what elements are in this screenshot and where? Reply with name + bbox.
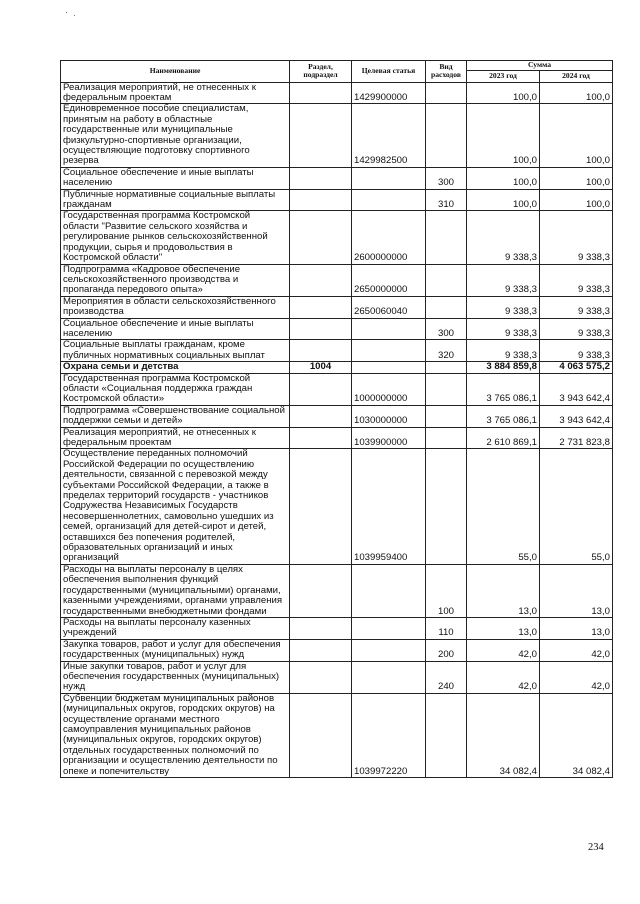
row-target-article: 1039959400 — [352, 449, 426, 564]
table-header — [61, 61, 613, 83]
header-year-2024: 2024 год — [540, 70, 613, 82]
scan-speck — [74, 15, 75, 16]
row-name: Единовременное пособие специалистам, принятым на работу в областные государственные или муниципальные физкультурно-спортивные организации, осуществляющие подготовку спортивного резерва — [61, 104, 290, 167]
row-section: 1004 — [290, 362, 352, 373]
table-row — [61, 104, 613, 167]
row-name: Социальное обеспечение и иные выплаты населению — [61, 167, 290, 189]
scan-speck — [66, 12, 67, 13]
row-target-article: 1030000000 — [352, 405, 426, 427]
row-sum-2024: 9 338,3 — [540, 296, 613, 318]
row-name: Субвенции бюджетам муниципальных районов (муниципальных округов, городских округов) на осуществление органами местного самоуправления муниципальных районов (муниципальных округов, городских округов) отдельных государственных полномочий по организации и осуществлению деятельности по опеке и попечительству — [61, 693, 290, 777]
row-target-article — [352, 318, 426, 340]
row-sum-2024: 34 082,4 — [540, 693, 613, 777]
row-name: Публичные нормативные социальные выплаты гражданам — [61, 189, 290, 211]
row-target-article: 2600000000 — [352, 211, 426, 264]
row-section — [290, 211, 352, 264]
row-expense-type: 240 — [426, 661, 467, 693]
table-row — [61, 449, 613, 564]
row-sum-2023: 3 765 086,1 — [467, 405, 540, 427]
row-target-article: 1039900000 — [352, 427, 426, 449]
row-expense-type — [426, 264, 467, 296]
row-sum-2024: 3 943 642,4 — [540, 405, 613, 427]
row-sum-2023: 55,0 — [467, 449, 540, 564]
row-sum-2024: 9 338,3 — [540, 340, 613, 362]
table-row — [61, 661, 613, 693]
row-target-article — [352, 340, 426, 362]
row-target-article — [352, 617, 426, 639]
row-section — [290, 639, 352, 661]
row-sum-2023: 42,0 — [467, 661, 540, 693]
row-section — [290, 564, 352, 617]
budget-table — [60, 60, 613, 778]
row-expense-type: 200 — [426, 639, 467, 661]
row-expense-type — [426, 405, 467, 427]
row-section — [290, 189, 352, 211]
table-row — [61, 427, 613, 449]
row-sum-2023: 3 765 086,1 — [467, 373, 540, 405]
row-sum-2023: 3 884 859,8 — [467, 362, 540, 373]
header-section: Раздел, подраздел — [290, 61, 352, 83]
row-section — [290, 104, 352, 167]
table-row — [61, 564, 613, 617]
row-expense-type — [426, 449, 467, 564]
row-target-article: 1429900000 — [352, 82, 426, 104]
row-section — [290, 318, 352, 340]
row-sum-2024: 9 338,3 — [540, 211, 613, 264]
table-row — [61, 639, 613, 661]
row-name: Государственная программа Костромской области "Развитие сельского хозяйства и регулирование рынков сельскохозяйственной продукции, сырья и продовольствия в Костромской области" — [61, 211, 290, 264]
header-vid: Вид расходов — [426, 61, 467, 83]
row-name: Мероприятия в области сельскохозяйственного производства — [61, 296, 290, 318]
row-sum-2023: 2 610 869,1 — [467, 427, 540, 449]
row-sum-2023: 9 338,3 — [467, 211, 540, 264]
table-row — [61, 405, 613, 427]
row-sum-2023: 13,0 — [467, 564, 540, 617]
row-sum-2023: 42,0 — [467, 639, 540, 661]
row-sum-2024: 4 063 575,2 — [540, 362, 613, 373]
row-expense-type — [426, 211, 467, 264]
row-name: Расходы на выплаты персоналу казенных учреждений — [61, 617, 290, 639]
row-sum-2024: 13,0 — [540, 617, 613, 639]
header-name: Наименование — [61, 61, 290, 83]
row-target-article — [352, 564, 426, 617]
row-name: Охрана семьи и детства — [61, 362, 290, 373]
row-expense-type: 300 — [426, 318, 467, 340]
row-section — [290, 340, 352, 362]
table-row — [61, 167, 613, 189]
row-section — [290, 296, 352, 318]
row-expense-type — [426, 82, 467, 104]
row-expense-type: 110 — [426, 617, 467, 639]
row-section — [290, 264, 352, 296]
row-name: Государственная программа Костромской области «Социальная поддержка граждан Костромской области» — [61, 373, 290, 405]
row-sum-2024: 2 731 823,8 — [540, 427, 613, 449]
row-target-article: 2650060040 — [352, 296, 426, 318]
table-row — [61, 617, 613, 639]
table-row — [61, 296, 613, 318]
row-sum-2024: 100,0 — [540, 82, 613, 104]
row-sum-2023: 9 338,3 — [467, 340, 540, 362]
row-expense-type: 100 — [426, 564, 467, 617]
row-expense-type — [426, 104, 467, 167]
row-section — [290, 82, 352, 104]
table-row — [61, 362, 613, 373]
row-expense-type — [426, 296, 467, 318]
row-expense-type: 320 — [426, 340, 467, 362]
row-sum-2024: 100,0 — [540, 104, 613, 167]
row-sum-2024: 9 338,3 — [540, 318, 613, 340]
row-sum-2023: 9 338,3 — [467, 318, 540, 340]
row-sum-2023: 100,0 — [467, 104, 540, 167]
row-expense-type — [426, 362, 467, 373]
row-sum-2024: 100,0 — [540, 167, 613, 189]
row-name: Реализация мероприятий, не отнесенных к федеральным проектам — [61, 427, 290, 449]
header-year-2023: 2023 год — [467, 70, 540, 82]
row-section — [290, 693, 352, 777]
row-name: Расходы на выплаты персоналу в целях обеспечения выполнения функций государственными (муниципальными) органами, казенными учреждениями, органами управления государственными внебюджетными фондами — [61, 564, 290, 617]
row-expense-type — [426, 693, 467, 777]
row-sum-2023: 100,0 — [467, 189, 540, 211]
row-target-article: 2650000000 — [352, 264, 426, 296]
row-section — [290, 617, 352, 639]
row-expense-type — [426, 427, 467, 449]
row-section — [290, 373, 352, 405]
row-section — [290, 167, 352, 189]
row-sum-2024: 9 338,3 — [540, 264, 613, 296]
table-row — [61, 189, 613, 211]
row-name: Социальное обеспечение и иные выплаты населению — [61, 318, 290, 340]
header-target: Целевая статья — [352, 61, 426, 83]
row-name: Подпрограмма «Совершенствование социальной поддержки семьи и детей» — [61, 405, 290, 427]
row-sum-2023: 9 338,3 — [467, 264, 540, 296]
table-row — [61, 340, 613, 362]
row-target-article — [352, 362, 426, 373]
table-row — [61, 264, 613, 296]
row-sum-2023: 100,0 — [467, 167, 540, 189]
row-sum-2024: 42,0 — [540, 661, 613, 693]
row-target-article: 1039972220 — [352, 693, 426, 777]
row-sum-2023: 100,0 — [467, 82, 540, 104]
row-sum-2024: 3 943 642,4 — [540, 373, 613, 405]
row-name: Социальные выплаты гражданам, кроме публичных нормативных социальных выплат — [61, 340, 290, 362]
table-row — [61, 693, 613, 777]
row-sum-2023: 13,0 — [467, 617, 540, 639]
row-target-article: 1000000000 — [352, 373, 426, 405]
row-expense-type: 310 — [426, 189, 467, 211]
row-sum-2024: 55,0 — [540, 449, 613, 564]
row-target-article — [352, 167, 426, 189]
row-sum-2024: 42,0 — [540, 639, 613, 661]
row-target-article — [352, 661, 426, 693]
table-row — [61, 373, 613, 405]
row-sum-2023: 9 338,3 — [467, 296, 540, 318]
row-name: Осуществление переданных полномочий Российской Федерации по осуществлению деятельности, связанной с перевозкой между субъектами Российской Федерации, а также в пределах территорий государств - участников Содружества Независимых Государств несовершеннолетних, самовольно ушедших из семей, организаций для детей-сирот и детей, оставшихся без попечения родителей, образовательных организаций и иных организаций — [61, 449, 290, 564]
table-row — [61, 82, 613, 104]
row-section — [290, 661, 352, 693]
row-expense-type — [426, 373, 467, 405]
row-sum-2024: 100,0 — [540, 189, 613, 211]
table-body — [61, 82, 613, 777]
row-name: Реализация мероприятий, не отнесенных к федеральным проектам — [61, 82, 290, 104]
row-sum-2023: 34 082,4 — [467, 693, 540, 777]
row-section — [290, 405, 352, 427]
row-section — [290, 427, 352, 449]
table-row — [61, 318, 613, 340]
table-row — [61, 211, 613, 264]
page-number: 234 — [588, 842, 604, 853]
row-section — [290, 449, 352, 564]
row-target-article — [352, 639, 426, 661]
row-name: Подпрограмма «Кадровое обеспечение сельскохозяйственного производства и пропаганда передового опыта» — [61, 264, 290, 296]
row-target-article: 1429982500 — [352, 104, 426, 167]
row-name: Иные закупки товаров, работ и услуг для обеспечения государственных (муниципальных) нужд — [61, 661, 290, 693]
row-name: Закупка товаров, работ и услуг для обеспечения государственных (муниципальных) нужд — [61, 639, 290, 661]
row-target-article — [352, 189, 426, 211]
header-sum: Сумма — [467, 61, 613, 71]
row-expense-type: 300 — [426, 167, 467, 189]
row-sum-2024: 13,0 — [540, 564, 613, 617]
